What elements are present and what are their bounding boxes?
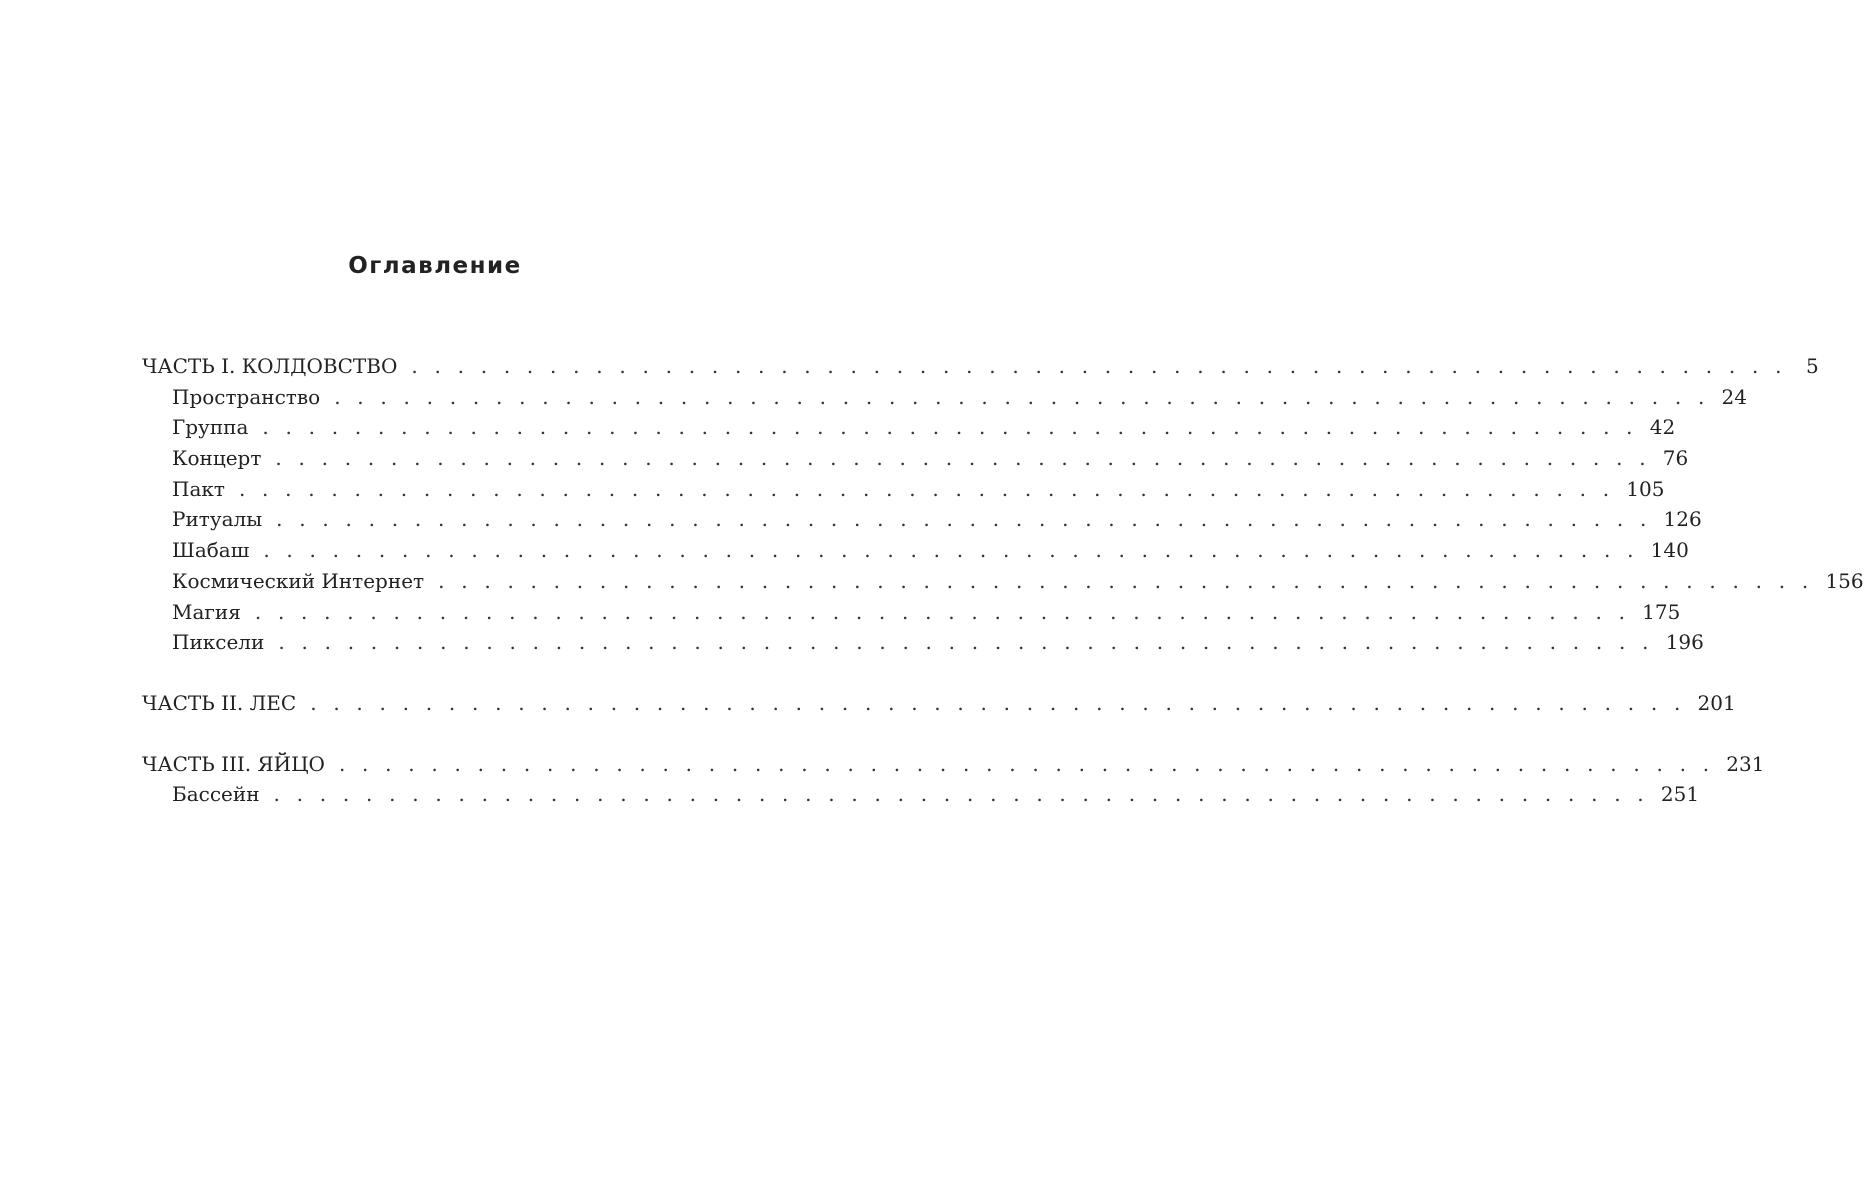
entry-page-number: 156 <box>1825 568 1864 593</box>
entry-title: ЧАСТЬ I. КОЛДОВСТВО <box>142 354 398 378</box>
entry-title: Концерт <box>172 446 262 471</box>
toc-entry-chapter[interactable] <box>142 474 1665 505</box>
entry-title: Космический Интернет <box>172 568 425 593</box>
entry-page-number: 5 <box>1805 354 1819 378</box>
entry-title: Шабаш <box>172 538 250 563</box>
toc-entry-chapter[interactable] <box>142 535 1689 566</box>
entry-page-number: 231 <box>1726 751 1765 776</box>
entry-title: Магия <box>172 599 241 624</box>
entry-page-number: 196 <box>1665 630 1704 655</box>
entry-page-number: 175 <box>1642 599 1681 624</box>
dot-leader: . . . . . . . . . . . . . . . . . . . . . . . . . . . . . . . . . . . . . . . . . . . . . . . . . . . . . . . . . . . . <box>278 630 1654 655</box>
toc-part-1 <box>142 351 1864 658</box>
toc-entry-chapter[interactable] <box>142 597 1681 628</box>
toc-entry-chapter[interactable] <box>142 504 1702 535</box>
dot-leader: . . . . . . . . . . . . . . . . . . . . . . . . . . . . . . . . . . . . . . . . . . . . . . . . . . . . . . . . . . . . <box>276 507 1652 532</box>
entry-title: Пиксели <box>172 630 265 655</box>
entry-page-number: 126 <box>1663 507 1702 532</box>
entry-page-number: 201 <box>1697 690 1736 715</box>
toc-entry-chapter[interactable] <box>142 412 1676 443</box>
toc-entry-chapter[interactable] <box>142 443 1689 474</box>
entry-title: Пакт <box>172 476 225 501</box>
dot-leader: . . . . . . . . . . . . . . . . . . . . . . . . . . . . . . . . . . . . . . . . . . . . . . . . . . . . . . . . . . . . <box>438 568 1814 593</box>
dot-leader: . . . . . . . . . . . . . . . . . . . . . . . . . . . . . . . . . . . . . . . . . . . . . . . . . . . . . . . . . . . . <box>338 751 1715 776</box>
toc-entry-chapter[interactable] <box>142 566 1864 597</box>
toc-entry-chapter[interactable] <box>142 382 1747 413</box>
dot-leader: . . . . . . . . . . . . . . . . . . . . . . . . . . . . . . . . . . . . . . . . . . . . . . . . . . . . . . . . . . . . <box>273 782 1649 807</box>
entry-title: Бассейн <box>172 782 260 807</box>
entry-title: ЧАСТЬ III. ЯЙЦО <box>142 751 325 776</box>
entry-page-number: 105 <box>1626 476 1665 501</box>
toc-part-2 <box>142 688 1736 719</box>
table-of-contents <box>142 351 1864 810</box>
dot-leader: . . . . . . . . . . . . . . . . . . . . . . . . . . . . . . . . . . . . . . . . . . . . . . . . . . . . . . . . . . . . <box>334 384 1710 409</box>
toc-entry-chapter[interactable] <box>142 627 1704 658</box>
entry-title: Группа <box>172 415 249 440</box>
dot-leader: . . . . . . . . . . . . . . . . . . . . . . . . . . . . . . . . . . . . . . . . . . . . . . . . . . . . . . . . . . . . <box>262 415 1638 440</box>
dot-leader: . . . . . . . . . . . . . . . . . . . . . . . . . . . . . . . . . . . . . . . . . . . . . . . . . . . . . . . . . . . . <box>275 446 1651 471</box>
toc-entry-part[interactable] <box>142 351 1819 382</box>
dot-leader: . . . . . . . . . . . . . . . . . . . . . . . . . . . . . . . . . . . . . . . . . . . . . . . . . . . . . . . . . . . . <box>310 690 1686 715</box>
entry-title: ЧАСТЬ II. ЛЕС <box>142 690 297 715</box>
entry-title: Пространство <box>172 384 321 409</box>
toc-entry-chapter[interactable] <box>142 779 1700 810</box>
entry-page-number: 42 <box>1649 415 1676 440</box>
entry-page-number: 251 <box>1660 782 1700 807</box>
entry-page-number: 140 <box>1650 538 1689 563</box>
toc-entry-part[interactable] <box>142 688 1736 719</box>
dot-leader: . . . . . . . . . . . . . . . . . . . . . . . . . . . . . . . . . . . . . . . . . . . . . . . . . . . . . . . . . . . . <box>263 538 1639 563</box>
toc-entry-part[interactable] <box>142 749 1765 780</box>
entry-page-number: 24 <box>1721 384 1747 409</box>
dot-leader: . . . . . . . . . . . . . . . . . . . . . . . . . . . . . . . . . . . . . . . . . . . . . . . . . . . . . . . . . . . . <box>254 599 1631 624</box>
entry-page-number: 76 <box>1662 446 1689 471</box>
toc-part-3 <box>142 749 1765 810</box>
entry-title: Ритуалы <box>172 507 263 532</box>
toc-heading: Оглавление <box>348 253 522 279</box>
dot-leader: . . . . . . . . . . . . . . . . . . . . . . . . . . . . . . . . . . . . . . . . . . . . . . . . . . . . . . . . . . . . <box>238 476 1615 501</box>
dot-leader: . . . . . . . . . . . . . . . . . . . . . . . . . . . . . . . . . . . . . . . . . . . . . . . . . . . . . . . . . . . . <box>411 354 1787 378</box>
